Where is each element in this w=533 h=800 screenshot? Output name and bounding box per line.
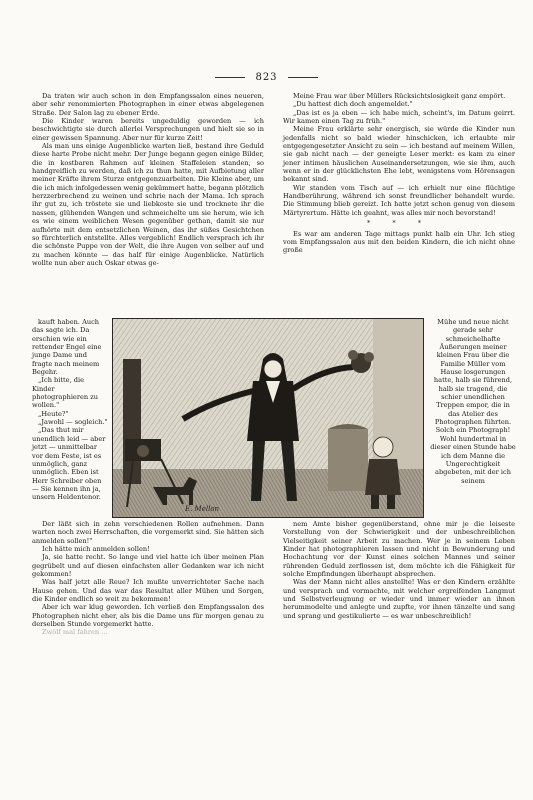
header-rule-left [215, 77, 245, 78]
paragraph: Da traten wir auch schon in den Empfangssalon eines neueren, aber sehr renommierten Photographen in einer etwas abgelegenen Straße. Der Salon lag zu ebener Erde. [32, 92, 264, 117]
paragraph: Wir standen vom Tisch auf — ich erhielt nur eine flüchtige Handberührung, während ich sonst freundlicher behandelt wurde. Die Stimmung blieb gereizt. Ich hatte jetzt schon genug von diesem Märtyrertum. Hätte ich geahnt, was alles mir noch bevorstand! [283, 183, 515, 217]
section-break-stars: * * * [366, 219, 432, 228]
paragraph: „Heute?" [38, 409, 69, 418]
right-column-bottom [283, 520, 515, 620]
paragraph: kauft haben. Auch das sagte ich. Da erschien wie ein rettender Engel eine junge Dame und fragte nach meinem Begehr. [32, 318, 102, 377]
paragraph: Was half jetzt alle Reue? Ich mußte unverrichteter Sache nach Hause gehen. Und das war das Resultat aller Mühen und Sorgen, die Kinder endlich so weit zu bekommen! [32, 578, 264, 604]
header-rule-right [288, 77, 318, 78]
paragraph: Der läßt sich in zehn verschiedenen Rollen aufnehmen. Dann warten noch zwei Herrschaften, die vorgemerkt sind. Sie hätten sich anmelden sollen!" [32, 520, 264, 545]
page-number: 823 [255, 72, 278, 83]
paragraph: „Du hattest dich doch angemeldet." [293, 100, 413, 109]
photographer-studio-engraving [113, 319, 423, 517]
left-column-top [32, 92, 264, 267]
left-wrap-text [32, 318, 108, 502]
paragraph: Ich hätte mich anmelden sollen! [42, 545, 150, 554]
paragraph: „Das thut mir unendlich leid — aber jetzt — unmittelbar vor dem Feste, ist es unmöglich, ganz unmöglich. Eben ist Herr Schreiber oben — Sie kennen ihn ja, unsern Heldentenor. [32, 426, 106, 502]
right-wrap-text [430, 318, 516, 485]
engraver-signature: E. Mellon [185, 505, 220, 513]
paragraph: Als man uns einige Augenblicke warten ließ, bestand ihre Geduld diese harte Probe nicht mehr. Der Junge begann gegen einige Bilder, die in kostbaren Rahmen auf kleinen Staffeleien standen, so handgreiflich zu werden, daß ich zu thun hatte, mit Aufbietung aller meiner Kräfte ihrem Sturze entgegenzuarbeiten. Die Kleine aber, um die ich mich infolgedessen wenig gekümmert hatte, begann plötzlich herzzerbrechend zu weinen und schrie nach der Mama. Ich sprach ihr gut zu, ich tröstete sie und liebkoste sie und trocknete ihr die nassen, glühenden Wangen und schmeichelte um sie herum, wie ich es wie einem weiblichen Wesen gegenüber gethan, damit sie nur aufhörte mit dem entsetzlichen Weinen, das ihr süßes Gesichtchen so fürchterlich entstellte. Alles vergeblich! Endlich versprach ich ihr die schönste Puppe von der Welt, die ihre Augen von selber auf und zu machen könnte — das half für einige Augenblicke. Natürlich wollte nun aber auch Oskar etwas ge- [32, 142, 264, 267]
paragraph: „Das ist es ja eben — ich habe mich, scheint's, im Datum geirrt. Wir kamen einen Tag zu früh." [283, 108, 515, 126]
engraving-illustration [112, 318, 424, 518]
left-column-bottom [32, 520, 264, 637]
paragraph: Meine Frau erklärte sehr energisch, sie würde die Kinder nun jedenfalls nicht so bald wieder hinschicken, ich erlaubte mir entgegengesetzter Ansicht zu sein — ich bestand auf meinem Willen, sie gab nicht nach — der geneigte Leser merkt: es kam zu einer jener intimen häuslichen Auseinandersetzungen, wie sie ihm, auch wenn er in der glücklichsten Ehe lebt, wenigstens vom Hörensagen bekannt sind. [283, 125, 515, 184]
paragraph-faded: Zwölf mal fahren ... [42, 628, 108, 637]
paragraph: Solch ein Photograph! [435, 426, 511, 435]
paragraph: Was der Mann nicht alles anstellte! Was er den Kindern erzählte und versprach und vormachte, mit welcher ergreifenden Langmut und Selbstverleugnung er wieder und immer wieder an ihnen herummodelte und anlegte und zupfte, vor ihnen tänzelte und sang und sprang und gestikulierte — es war unbeschreiblich! [283, 578, 515, 620]
paragraph: Meine Frau war über Müllers Rücksichtslosigkeit ganz empört. [293, 92, 506, 100]
paragraph: nem Amte bisher gegenüberstand, ohne mir je die leiseste Vorstellung von der Schwierigkeit und der unbeschreiblichen Vielseitigkeit seiner Arbeit zu machen. Wer je in seinem Leben Kinder hat photographieren lassen und nicht in Bewunderung und Hochachtung vor der Kunst eines solchen Mannes und seiner rührenden Geduld zerflossen ist, dem möchte ich die Fähigkeit für solche Empfindungen überhaupt absprechen. [283, 520, 515, 579]
paragraph: „Jawohl — sogleich." [38, 418, 108, 427]
paragraph: „Ich bitte, die Kinder photographieren zu wollen." [32, 376, 98, 410]
paragraph: Ja, sie hatte recht. So lange und viel hatte ich über meinen Plan gegrübelt und auf diesen einfachsten aller Gedanken war ich nicht gekommen! [32, 553, 264, 579]
paragraph: Aber ich war klug geworden. Ich verließ den Empfangssalon des Photographen nicht eher, als bis die Dame uns für morgen genau zu derselben Stunde vorgemerkt hatte. [32, 603, 264, 629]
paragraph: Die Kinder waren bereits ungeduldig geworden — ich beschwichtigte sie durch allerlei Versprechungen und hielt sie so in einer gewissen Spannung. Aber nur für kurze Zeit! [32, 117, 264, 142]
right-column-top [283, 92, 515, 255]
paragraph: Wohl hundertmal in dieser einen Stunde habe ich dem Manne die Ungerechtigkeit abgebeten, mit der ich seinem [430, 434, 516, 485]
paragraph: Mühe und neue nicht gerade sehr schmeichelhafte Äußerungen meiner kleinen Frau über die Familie Müller vom Hause losgerungen hatte, halb sie führend, halb sie tragend, die schier unendlichen Treppen empor, die in das Atelier des Photographen führten. [433, 318, 513, 427]
paragraph: Es war am anderen Tage mittags punkt halb ein Uhr. Ich stieg vom Empfangssalon aus mit den beiden Kindern, die ich nicht ohne große [283, 229, 515, 255]
page-header [0, 72, 533, 83]
